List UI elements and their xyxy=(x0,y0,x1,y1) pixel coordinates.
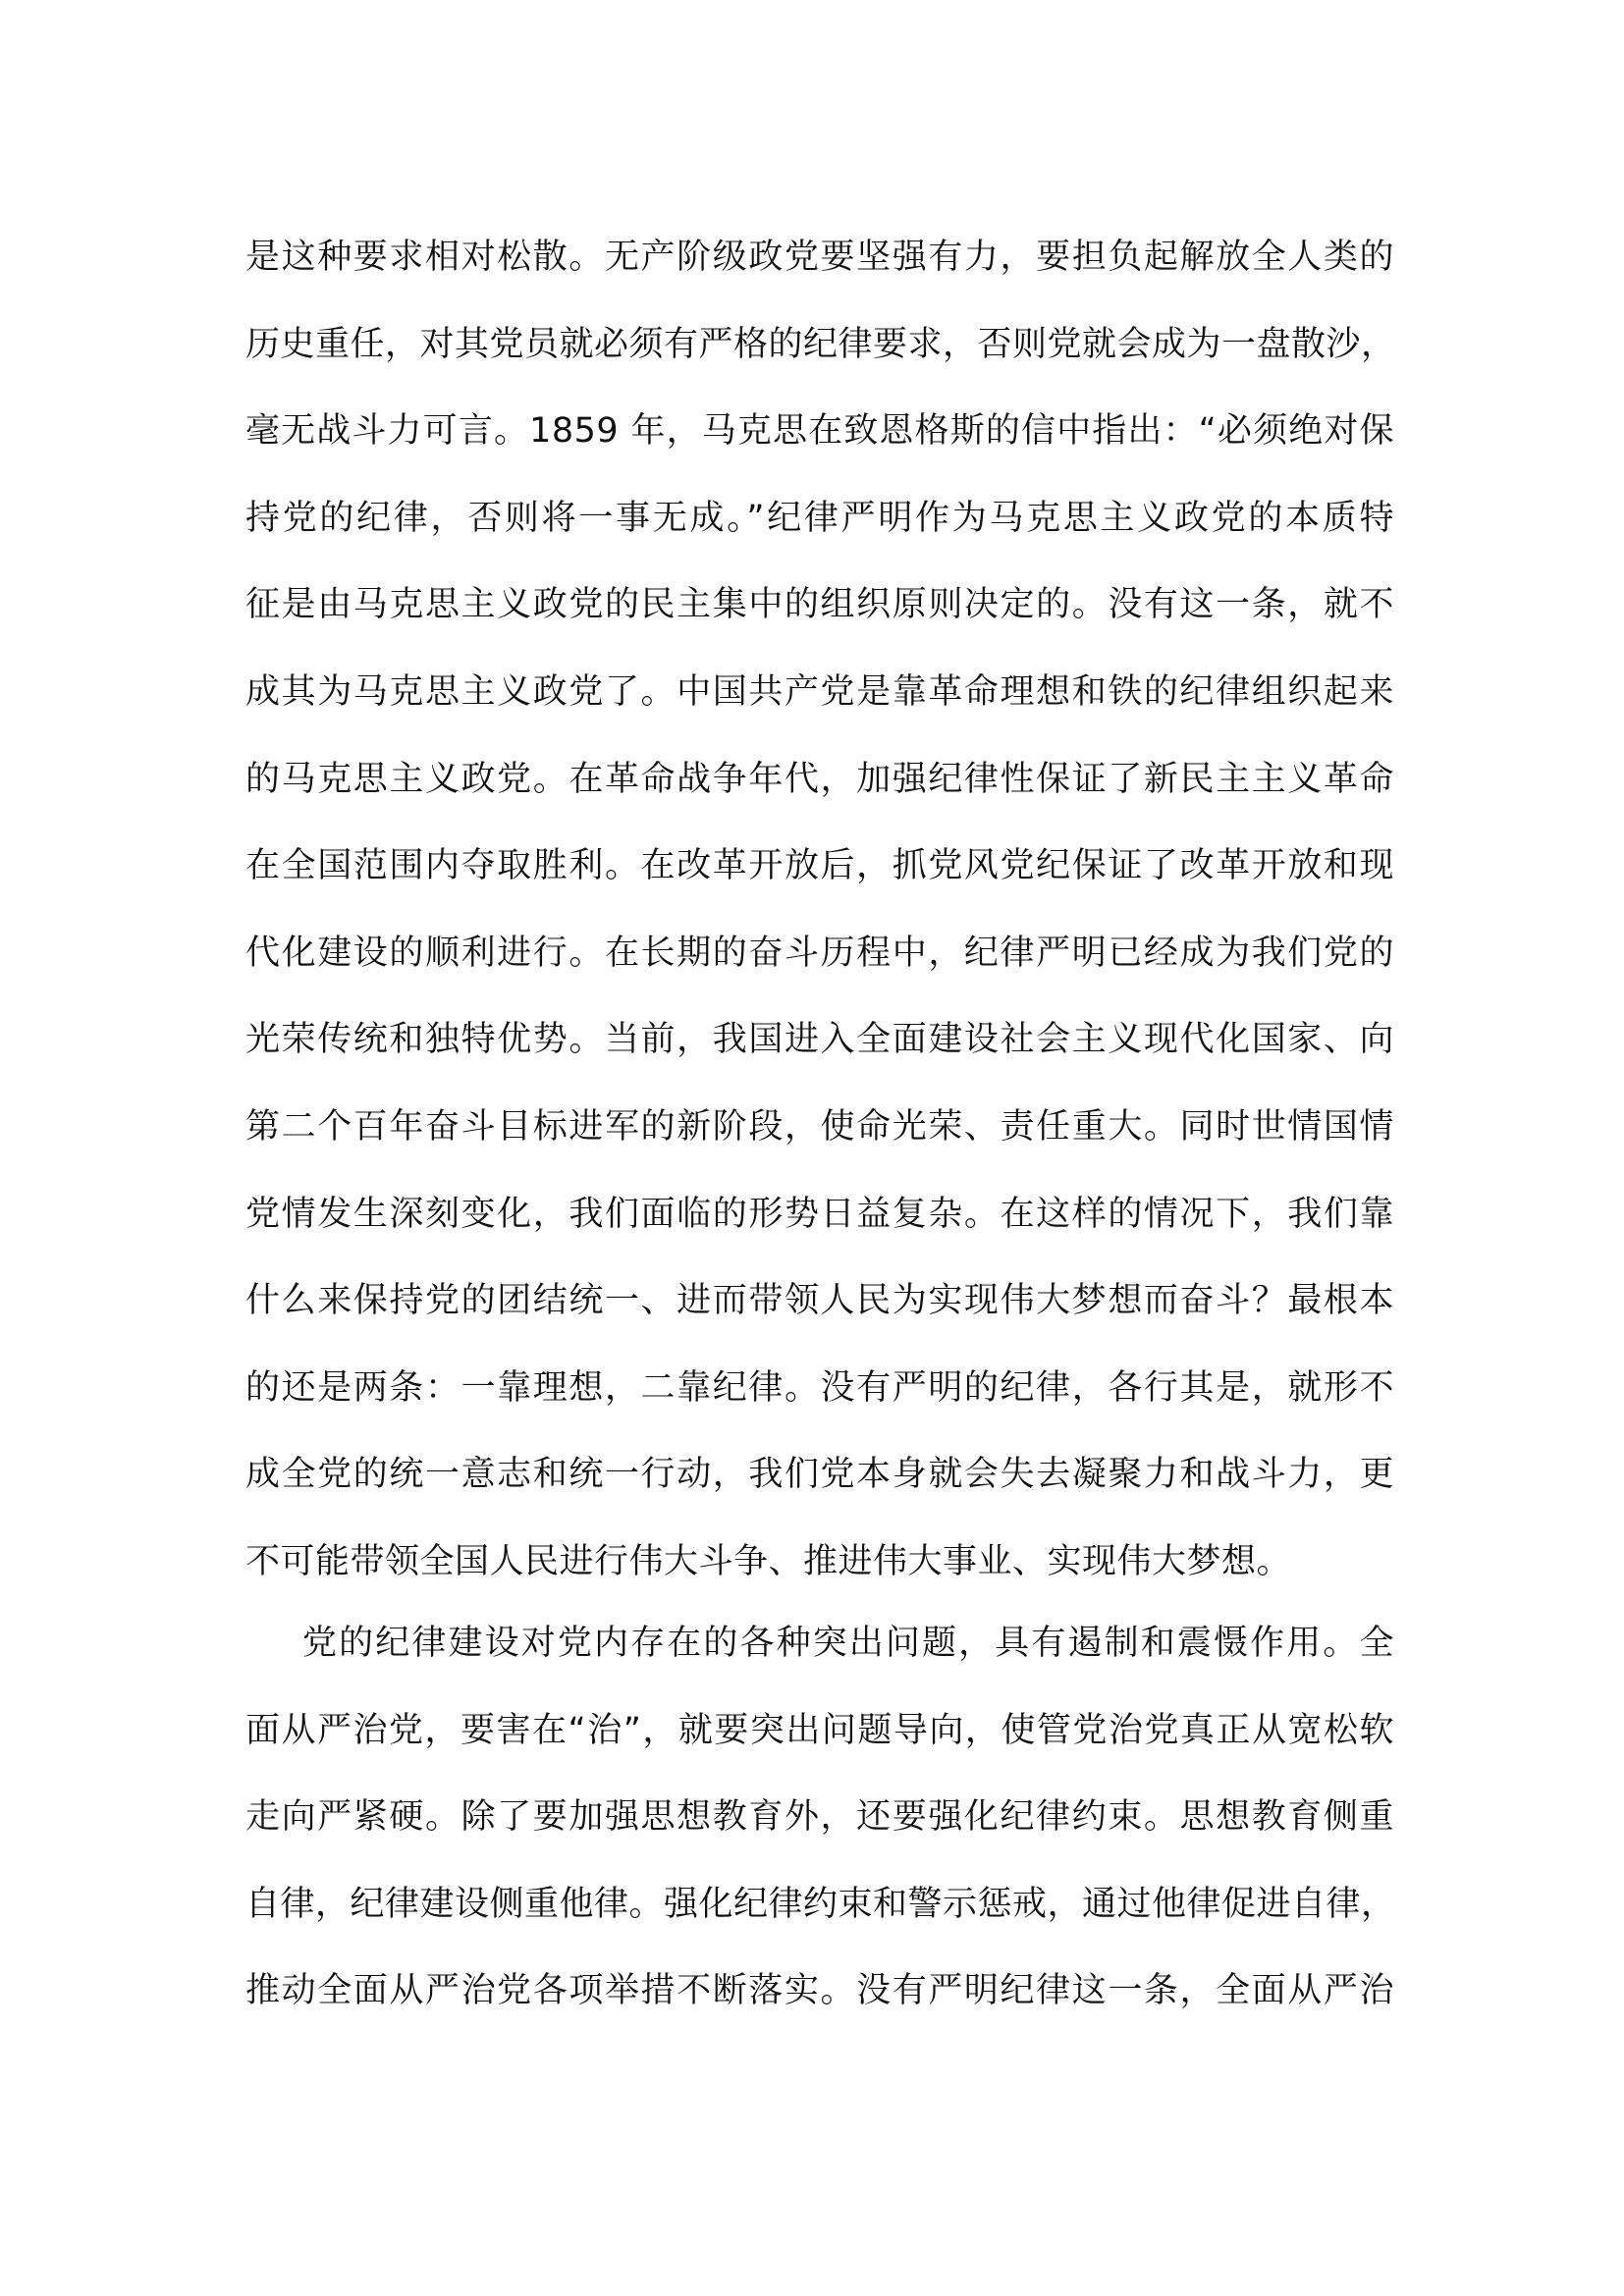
text-line: 历史重任，对其党员就必须有严格的纪律要求，否则党就会成为一盘散沙， xyxy=(245,324,1396,364)
text-line: 第二个百年奋斗目标进军的新阶段，使命光荣、责任重大。同时世情国情 xyxy=(245,1106,1394,1147)
text-line: 光荣传统和独特优势。当前，我国进入全面建设社会主义现代化国家、向 xyxy=(245,1020,1394,1060)
text-line: 什么来保持党的团结统一、进而带领人民为实现伟大梦想而奋斗？最根本 xyxy=(245,1281,1394,1321)
text-line: 是这种要求相对松散。无产阶级政党要坚强有力，要担负起解放全人类的 xyxy=(245,238,1394,277)
text-line: 党情发生深刻变化，我们面临的形势日益复杂。在这样的情况下，我们靠 xyxy=(245,1194,1394,1234)
text-line-last: 不可能带领全国人民进行伟大斗争、推进伟大事业、实现伟大梦想。 xyxy=(245,1541,1292,1581)
text-line: 的马克思主义政党。在革命战争年代，加强纪律性保证了新民主主义革命 xyxy=(245,759,1394,799)
text-line: 成其为马克思主义政党了。中国共产党是靠革命理想和铁的纪律组织起来 xyxy=(245,671,1394,712)
text-line: 自律，纪律建设侧重他律。强化纪律约束和警示惩戒，通过他律促进自律， xyxy=(245,1884,1396,1924)
text-line: 走向严紧硬。除了要加强思想教育外，还要强化纪律约束。思想教育侧重 xyxy=(245,1797,1394,1838)
text-line: 在全国范围内夺取胜利。在改革开放后，抓党风党纪保证了改革开放和现 xyxy=(245,846,1394,886)
text-line: 征是由马克思主义政党的民主集中的组织原则决定的。没有这一条，就不 xyxy=(245,585,1394,625)
body-paragraph xyxy=(245,1600,1394,2035)
text-line: 毫无战斗力可言。1859 年，马克思在致恩格斯的信中指出：“必须绝对保 xyxy=(245,411,1394,452)
body-paragraph xyxy=(245,214,1394,1606)
text-line: 的还是两条：一靠理想，二靠纪律。没有严明的纪律，各行其是，就形不 xyxy=(245,1367,1394,1408)
text-line: 持党的纪律，否则将一事无成。”纪律严明作为马克思主义政党的本质特 xyxy=(245,498,1394,538)
text-line-first-indented: 党的纪律建设对党内存在的各种突出问题，具有遏制和震慑作用。全 xyxy=(302,1624,1394,1663)
text-line: 代化建设的顺利进行。在长期的奋斗历程中，纪律严明已经成为我们党的 xyxy=(245,933,1394,973)
text-line: 成全党的统一意志和统一行动，我们党本身就会失去凝聚力和战斗力，更 xyxy=(245,1455,1394,1495)
text-line: 面从严治党，要害在“治”，就要突出问题导向，使管党治党真正从宽松软 xyxy=(245,1710,1394,1750)
text-line: 推动全面从严治党各项举措不断落实。没有严明纪律这一条，全面从严治 xyxy=(245,1971,1394,2011)
